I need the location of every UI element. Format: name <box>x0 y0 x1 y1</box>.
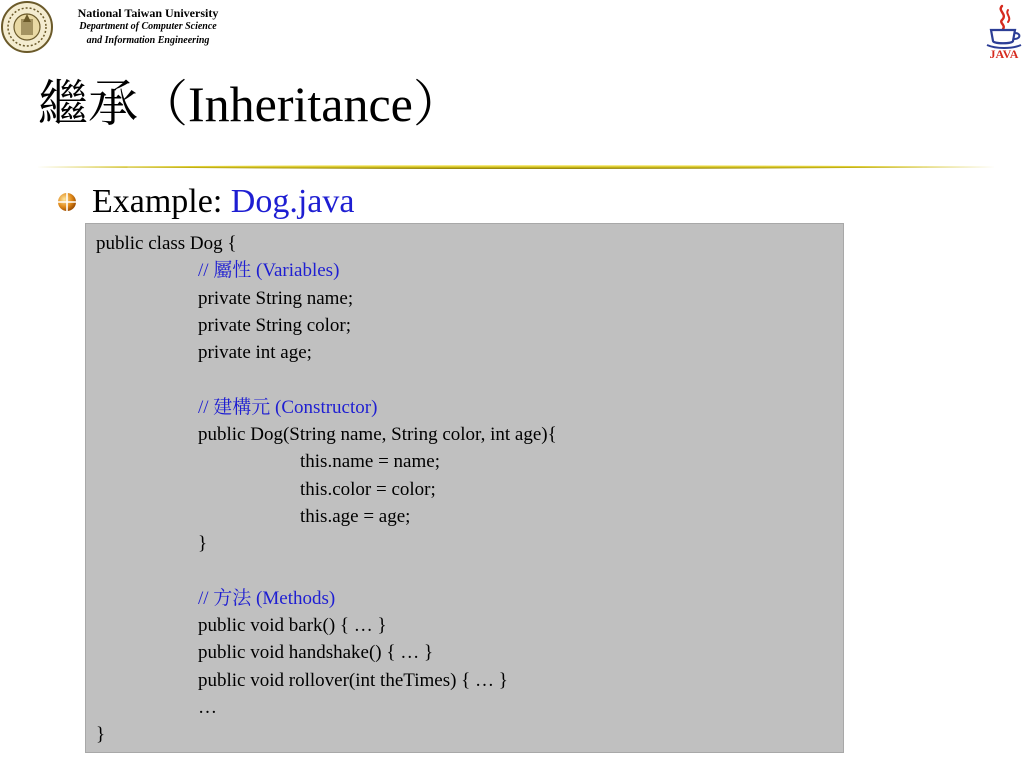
code-blank-line <box>96 558 843 585</box>
code-listing <box>85 223 844 753</box>
code-line: public class Dog { <box>96 233 237 254</box>
code-line: private String name; <box>198 287 354 309</box>
java-cup-icon <box>982 2 1024 60</box>
code-line: public void bark() { … } <box>198 615 387 637</box>
code-blank-line <box>96 366 843 393</box>
ntu-seal-icon <box>0 0 56 56</box>
code-line: this.name = name; <box>300 451 440 473</box>
code-line: public void handshake() { … } <box>198 642 434 664</box>
code-line: this.color = color; <box>300 478 436 500</box>
code-line: } <box>198 533 208 555</box>
code-comment-line: // 建構元 (Constructor) <box>198 396 378 418</box>
code-comment-line: // 屬性 (Variables) <box>198 260 340 282</box>
department-line-1: Department of Computer Science <box>79 21 217 32</box>
department-line-2: and Information Engineering <box>86 35 210 46</box>
bullet-label: Example: <box>92 183 231 220</box>
slide-title: 繼承（Inheritance） <box>38 76 463 132</box>
code-line: public void rollover(int theTimes) { … } <box>198 669 508 691</box>
code-line: } <box>96 724 106 746</box>
institution-header <box>58 6 238 48</box>
code-line: private int age; <box>198 342 312 364</box>
university-name: National Taiwan University <box>77 6 219 20</box>
code-comment-line: // 方法 (Methods) <box>198 587 336 609</box>
title-divider <box>36 158 996 166</box>
bullet-text <box>92 183 354 221</box>
java-logo-text: JAVA <box>989 47 1019 60</box>
code-line: public Dog(String name, String color, int age){ <box>198 424 557 446</box>
code-line: … <box>198 697 217 719</box>
filename-label: Dog.java <box>230 183 355 220</box>
code-line: private String color; <box>198 314 352 336</box>
code-line: this.age = age; <box>300 505 411 527</box>
example-bullet <box>56 180 354 224</box>
sphere-bullet-icon <box>56 191 78 213</box>
